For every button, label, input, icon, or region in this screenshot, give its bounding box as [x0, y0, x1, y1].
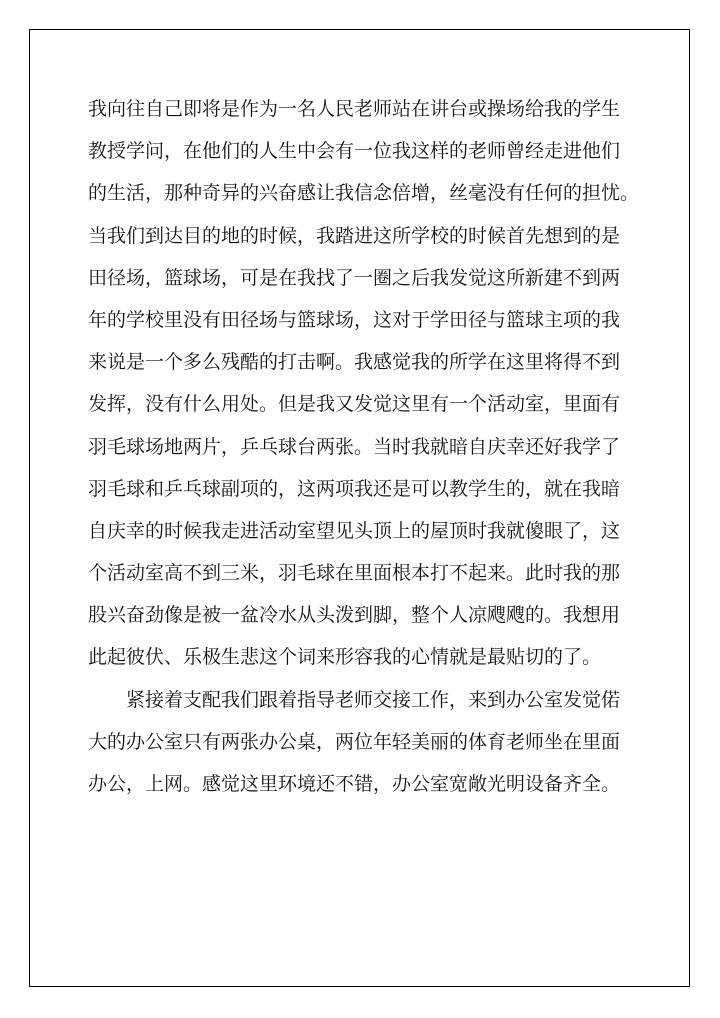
- text-line: 股兴奋劲像是被一盆冷水从头泼到脚，整个人凉飕飕的。我想用: [88, 604, 621, 627]
- text-line: 大的办公室只有两张办公桌，两位年轻美丽的体育老师坐在里面: [88, 730, 621, 753]
- text-line: 发挥，没有什么用处。但是我又发觉这里有一个活动室，里面有: [88, 393, 621, 416]
- text-line: 办公，上网。感觉这里环境还不错，办公室宽敞光明设备齐全。: [88, 773, 621, 795]
- text-line: 年的学校里没有田径场与篮球场，这对于学田径与篮球主项的我: [88, 308, 621, 331]
- text-line: 羽毛球场地两片，乒乓球台两张。当时我就暗自庆幸还好我学了: [88, 435, 621, 458]
- text-line: 我向往自己即将是作为一名人民老师站在讲台或操场给我的学生: [88, 98, 621, 120]
- text-line: 来说是一个多么残酷的打击啊。我感觉我的所学在这里将得不到: [88, 351, 621, 374]
- paragraph-start-line: 紧接着支配我们跟着指导老师交接工作，来到办公室发觉偌: [126, 688, 621, 711]
- text-line: 羽毛球和乒乓球副项的，这两项我还是可以教学生的，就在我暗: [88, 477, 621, 500]
- text-line: 个活动室高不到三米，羽毛球在里面根本打不起来。此时我的那: [88, 562, 621, 585]
- document-body: [88, 88, 640, 805]
- text-line: 的生活，那种奇异的兴奋感让我信念倍增，丝毫没有任何的担忧。: [88, 182, 640, 205]
- text-line: 自庆幸的时候我走进活动室望见头顶上的屋顶时我就傻眼了，这: [88, 519, 621, 542]
- text-line: 教授学问，在他们的人生中会有一位我这样的老师曾经走进他们: [88, 140, 621, 163]
- text-line: 此起彼伏、乐极生悲这个词来形容我的心情就是最贴切的了。: [88, 646, 602, 669]
- text-line: 当我们到达目的地的时候，我踏进这所学校的时候首先想到的是: [88, 224, 621, 247]
- text-line: 田径场，篮球场，可是在我找了一圈之后我发觉这所新建不到两: [88, 266, 621, 289]
